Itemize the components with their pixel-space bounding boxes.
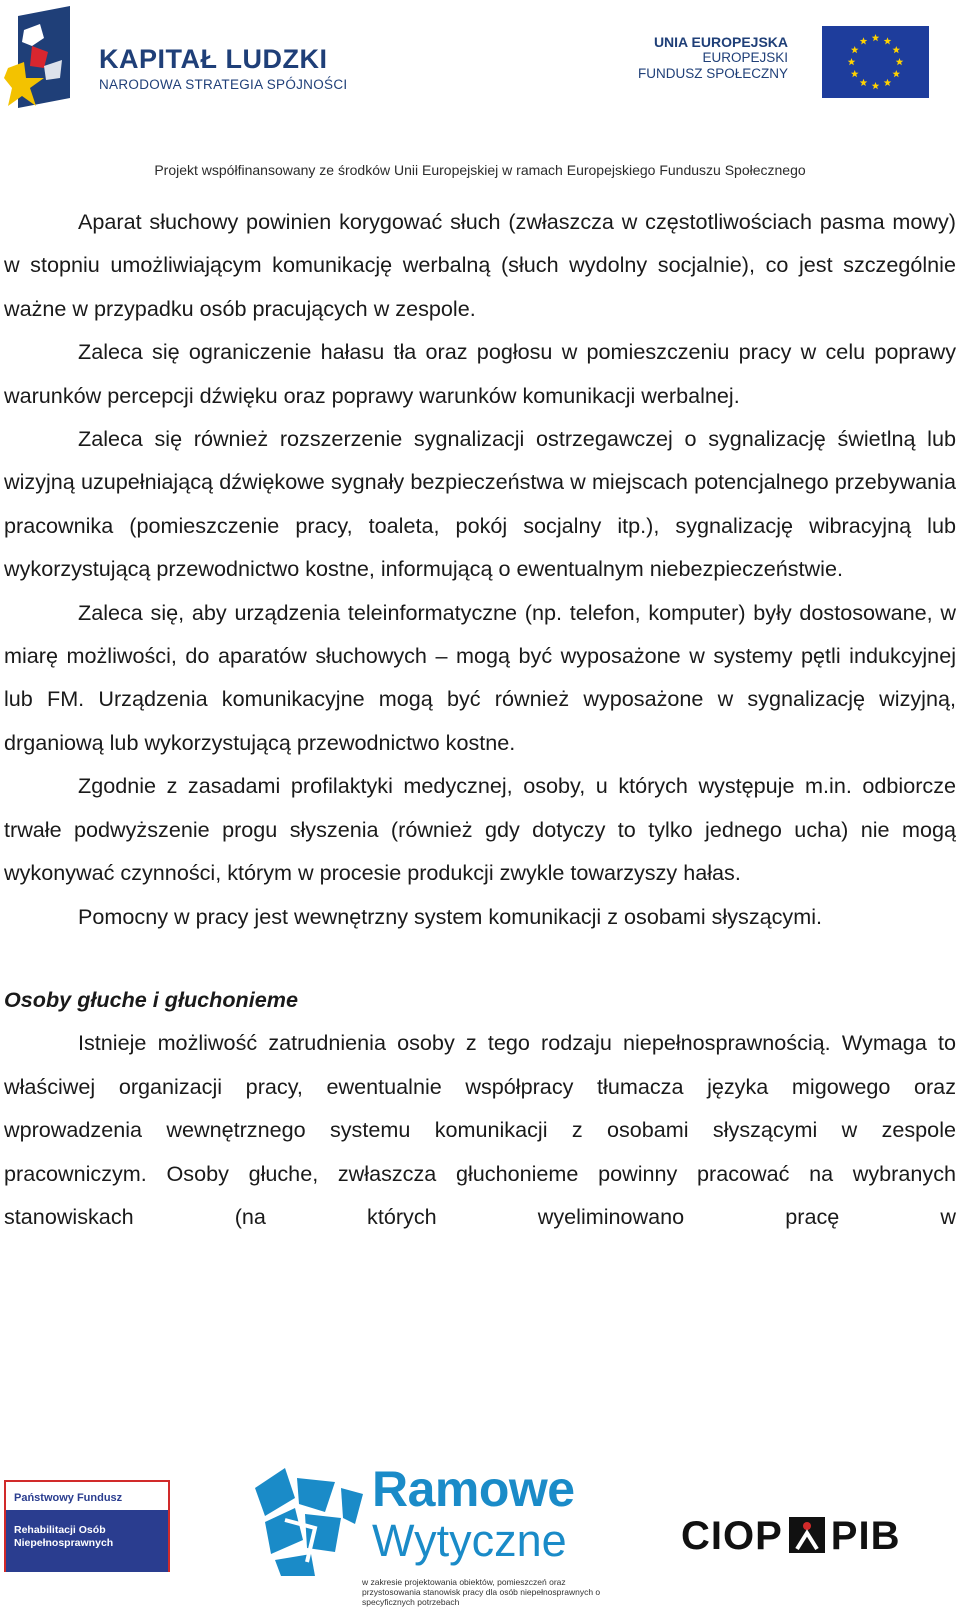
wytyczne-title: Wytyczne (372, 1515, 567, 1566)
page-header (0, 0, 960, 190)
pfron-line-3: Niepełnosprawnych (14, 1537, 114, 1549)
ramowe-title: Ramowe (372, 1461, 575, 1517)
paragraph: Aparat słuchowy powinien korygować słuch (zwłaszcza w częstotliwościach pasma mowy) w stopniu umożliwiającym komunikację werbalną (słuch wydolny socjalnie), co jest szczególnie ważne w przypadku osób pracujących w zespole. (4, 209, 956, 321)
paragraph: Istnieje możliwość zatrudnienia osoby z tego rodzaju niepełnosprawnością. Wymaga to właściwej organizacji pracy, ewentualnie współpracy tłumacza języka migowego oraz wprowadzenia wewnętrznego systemu komunikacji z osobami słyszącymi w zespole pracowniczym. Osoby głuche, zwłaszcza głuchonieme powinny pracować na wybranych stanowiskach (na których wyeliminowano pracę w (4, 1030, 956, 1229)
ciop-pib-logo (681, 1514, 900, 1559)
ciop-text: CIOP (681, 1514, 783, 1558)
section-spacer (4, 938, 956, 978)
project-cofinancing-line: Projekt współfinansowany ze środków Unii Europejskiej w ramach Europejskiego Funduszu Społecznego (154, 162, 806, 178)
pfron-line-1: Państwowy Fundusz (14, 1492, 123, 1504)
paragraph: Zaleca się również rozszerzenie sygnalizacji ostrzegawczej o sygnalizację świetlną lub wizyjną uzupełniającą dźwiękowe sygnały bezpieczeństwa w miejscach potencjalnego przebywania pracownika (pomieszczenie pracy, toaleta, pokój socjalny itp.), sygnalizację wibracyjną lub wykorzystującą przewodnictwo kostne, informującą o ewentualnym niebezpieczeństwie. (4, 426, 956, 582)
eu-line-1: UNIA EUROPEJSKA (653, 34, 788, 50)
ramowe-wytyczne-mark-icon (255, 1468, 365, 1578)
section-heading: Osoby głuche i głuchonieme (4, 986, 298, 1012)
ramowe-wytyczne-note: w zakresie projektowania obiektów, pomieszczeń oraz przystosowania stanowisk pracy dla osób niepełnosprawnych o specyficznych potrzebach (362, 1577, 601, 1607)
kapital-ludzki-subtitle: NARODOWA STRATEGIA SPÓJNOŚCI (99, 77, 348, 92)
eu-flag-icon (822, 26, 929, 98)
paragraph: Zaleca się ograniczenie hałasu tła oraz pogłosu w pomieszczeniu pracy w celu poprawy warunków percepcji dźwięku oraz poprawy warunków komunikacji werbalnej. (4, 339, 956, 408)
kapital-ludzki-title: KAPITAŁ LUDZKI (99, 44, 328, 74)
pib-text: PIB (830, 1514, 901, 1558)
pfron-line-2: Rehabilitacji Osób (14, 1524, 106, 1536)
eu-logo-text (638, 34, 788, 82)
eu-line-3: FUNDUSZ SPOŁECZNY (637, 66, 788, 81)
kapital-ludzki-logo-icon (4, 6, 74, 116)
eu-line-2: EUROPEJSKI (702, 50, 788, 65)
pfron-logo (4, 1480, 170, 1572)
pfron-lines-2-3 (14, 1524, 113, 1550)
paragraph: Pomocny w pracy jest wewnętrzny system komunikacji z osobami słyszącymi. (78, 903, 823, 929)
paragraph: Zgodnie z zasadami profilaktyki medycznej, osoby, u których występuje m.in. odbiorcze trwałe podwyższenie progu słyszenia (również gdy dotyczy to tylko jednego ucha) nie mogą wykonywać czynności, którym w procesie produkcji zwykle towarzyszy hałas. (4, 773, 956, 886)
page-footer (0, 1460, 960, 1621)
document-body (4, 200, 956, 1238)
paragraph: Zaleca się, aby urządzenia teleinformatyczne (np. telefon, komputer) były dostosowane, w miarę możliwości, do aparatów słuchowych – mogą być wyposażone w systemy pętli indukcyjnej lub FM. Urządzenia komunikacyjne mogą być również wyposażone w sygnalizację wizyjną, drganiową lub wykorzystującą przewodnictwo kostne. (4, 599, 956, 755)
ciop-figure-icon (789, 1517, 825, 1553)
